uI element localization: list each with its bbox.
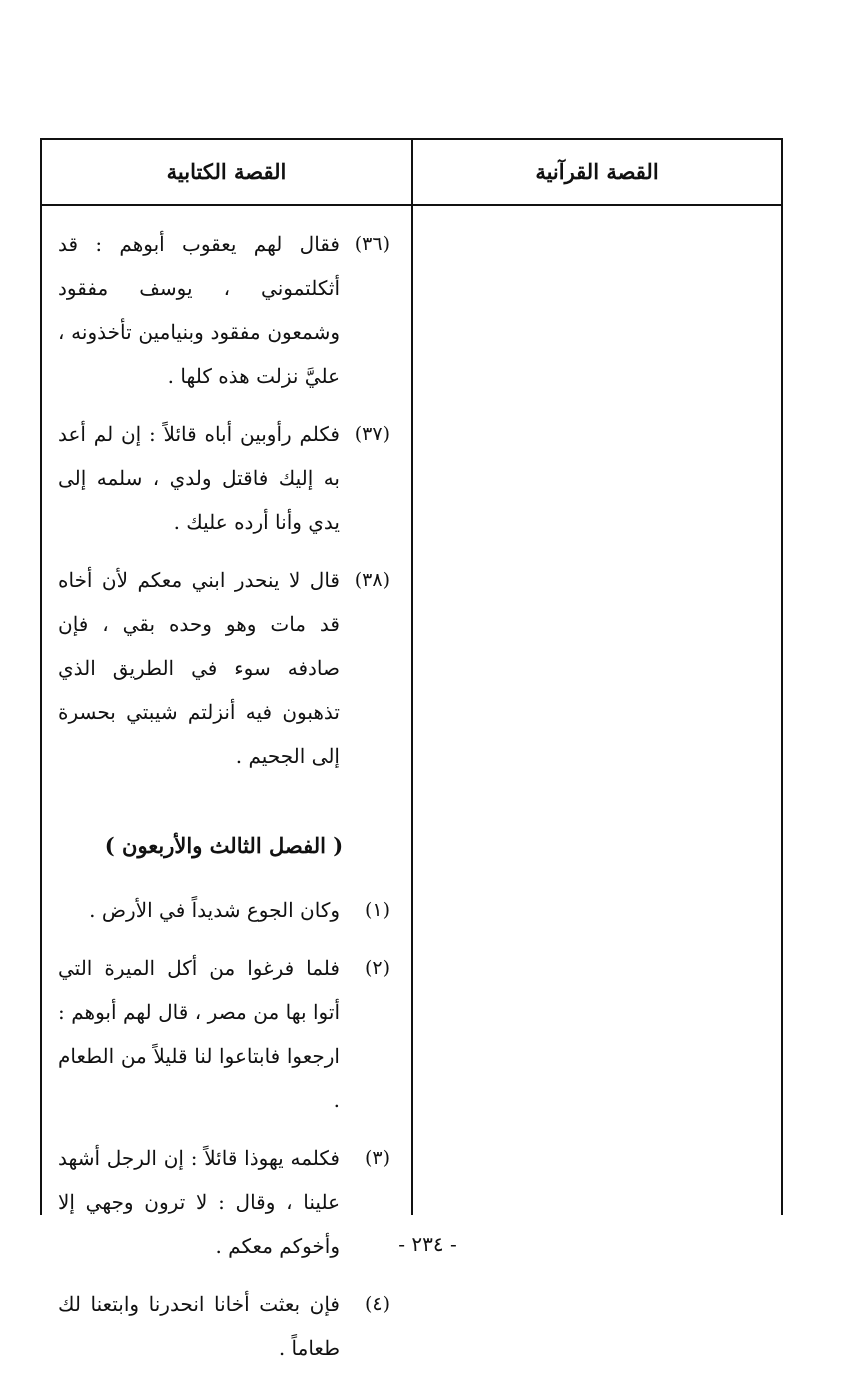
page-number: - ٢٣٤ - [398,1232,457,1256]
verse-number: (٤) [364,1293,390,1315]
verse-text: وكان الجوع شديداً في الأرض . [89,898,340,922]
verse-number: (٣٦) [354,233,390,255]
verse-entry [58,412,390,544]
verse-text: فقال لهم يعقوب أبوهم : قد أثكلتموني ، يوسف مفقود وشمعون مفقود وبنيامين تأخذونه ، عليَّ نزلت هذه كلها . [58,232,340,388]
verse-number: (١) [364,899,390,921]
verse-list-chapter-42 [58,222,390,778]
verse-entry [58,888,390,932]
column-header-quranic: القصة القرآنية [535,159,659,184]
table-middle-border [411,138,413,1215]
table-right-border [781,138,783,1215]
verse-number: (٢) [364,957,390,979]
verse-number: (٣٨) [354,569,390,591]
verse-text: فلما فرغوا من أكل الميرة التي أتوا بها من مصر ، قال لهم أبوهم : ارجعوا فابتاعوا لنا قليلاً من الطعام . [58,956,340,1112]
verse-entry [58,222,390,398]
verse-text: فإن بعثت أخانا انحدرنا وابتعنا لك طعاماً . [58,1292,340,1360]
verse-entry [58,946,390,1122]
verse-entry [58,558,390,778]
verse-entry [58,1282,390,1370]
verse-number: (٣) [364,1147,390,1169]
chapter-title: ( الفصل الثالث والأربعون ) [104,833,344,858]
verse-text: فكلمه يهوذا قائلاً : إن الرجل أشهد علينا ، وقال : لا ترون وجهي إلا وأخوكم معكم . [58,1146,340,1258]
column-header-biblical: القصة الكتابية [166,159,287,184]
verse-list-chapter-43 [58,888,390,1370]
verse-text: قال لا ينحدر ابني معكم لأن أخاه قد مات وهو وحده بقي ، فإن صادفه سوء في الطريق الذي تذهبون فيه أنزلتم شيبتي بحسرة إلى الجحيم . [58,568,340,768]
verse-text: فكلم رأوبين أباه قائلاً : إن لم أعد به إليك فاقتل ولدي ، سلمه إلى يدي وأنا أرده عليك . [58,422,340,534]
verse-number: (٣٧) [354,423,390,445]
table-left-border [40,138,42,1215]
biblical-story-column [58,222,390,1384]
